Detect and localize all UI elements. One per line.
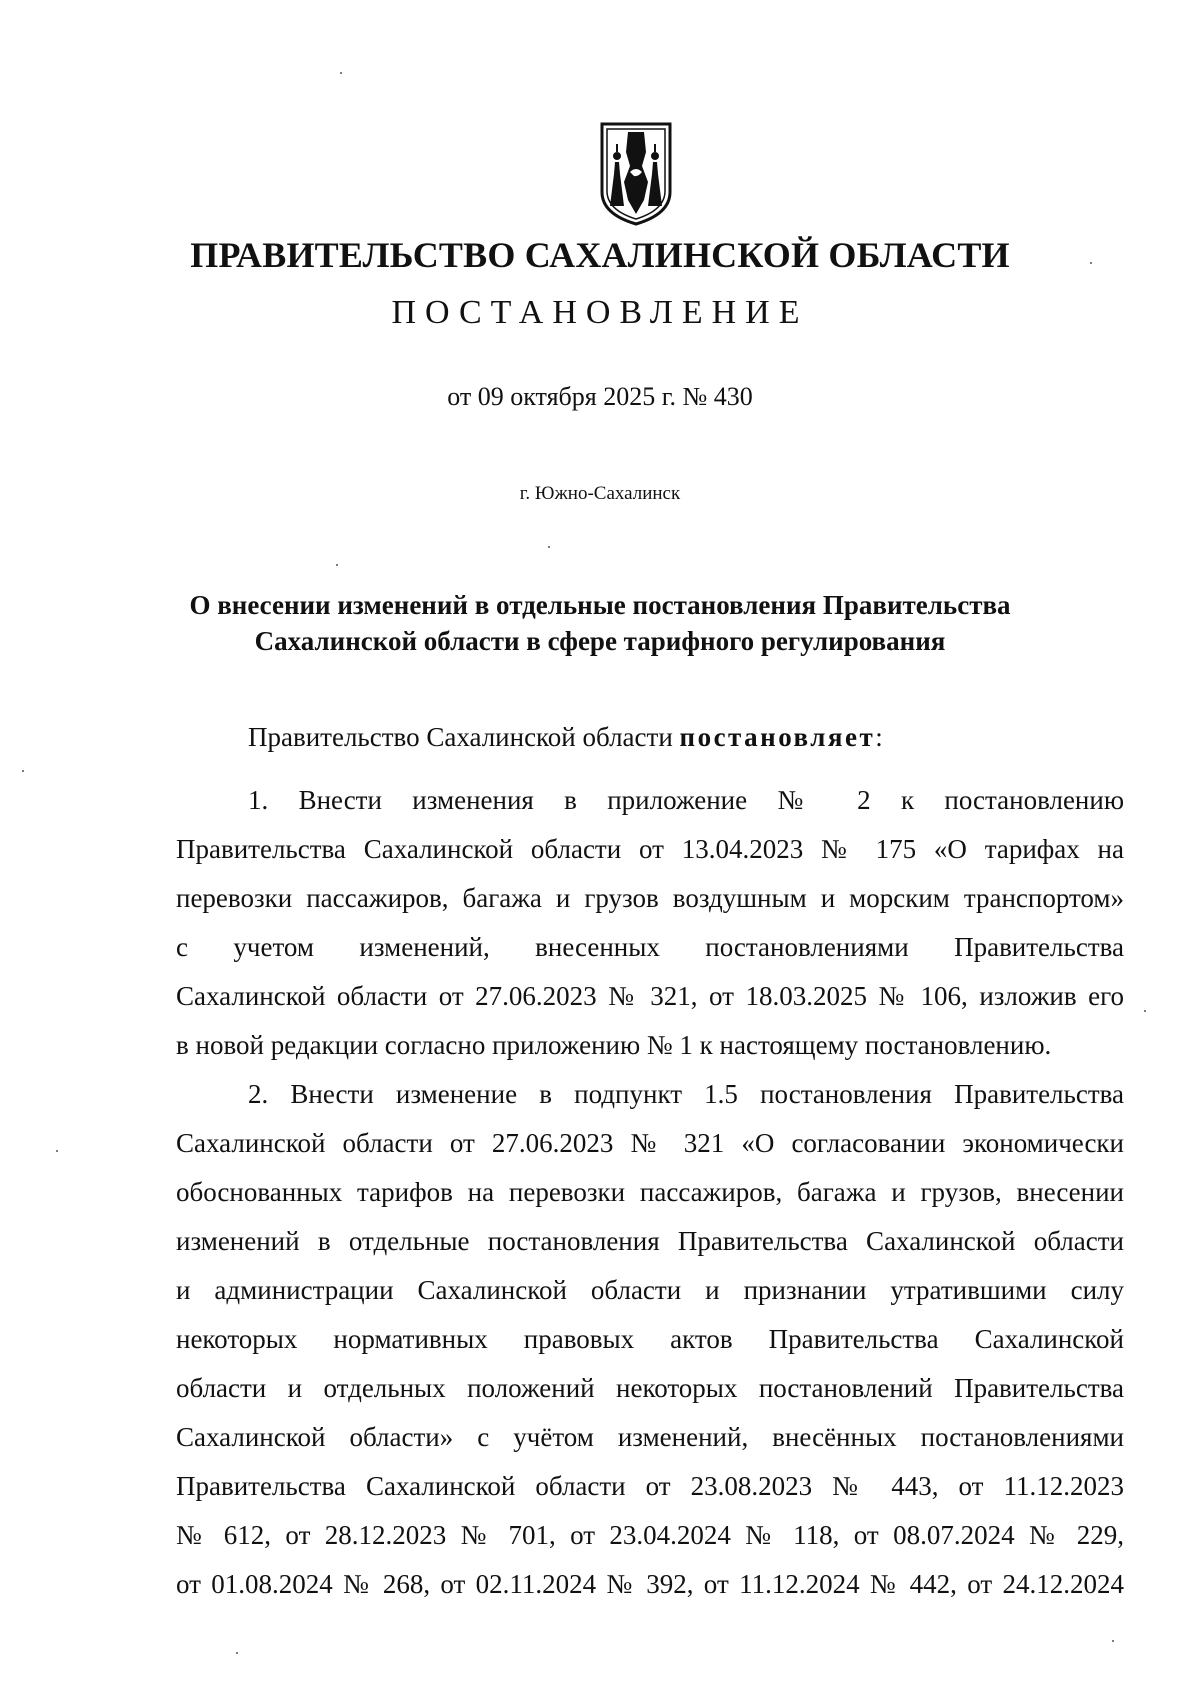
paragraph-line: и администрации Сахалинской области и признании утратившими силу bbox=[176, 1275, 1124, 1305]
scan-speck bbox=[1112, 1640, 1114, 1642]
document-date-number: от 09 октября 2025 г. № 430 bbox=[447, 382, 753, 411]
paragraph-line: некоторых нормативных правовых актов Правительства Сахалинской bbox=[176, 1324, 1124, 1354]
coat-of-arms-icon bbox=[598, 122, 674, 226]
subject-line: Сахалинской области в сфере тарифного регулирования bbox=[254, 626, 946, 656]
scan-speck bbox=[336, 564, 338, 566]
scan-speck bbox=[22, 770, 24, 772]
paragraph-line: Сахалинской области от 27.06.2023 № 321, от 18.03.2025 № 106, изложив его bbox=[176, 981, 1124, 1011]
paragraph-line: Правительства Сахалинской области от 13.04.2023 № 175 «О тарифах на bbox=[176, 834, 1124, 864]
scan-speck bbox=[56, 1150, 58, 1152]
paragraph-2 bbox=[176, 1070, 1124, 1609]
preamble bbox=[248, 722, 883, 753]
scan-speck bbox=[1144, 1010, 1146, 1012]
document-city: г. Южно-Сахалинск bbox=[519, 483, 681, 504]
preamble-text: Правительство Сахалинской области bbox=[248, 722, 680, 752]
paragraph-line: обоснованных тарифов на перевозки пассажиров, багажа и грузов, внесении bbox=[176, 1177, 1124, 1207]
document-body bbox=[176, 776, 1124, 1609]
paragraph-line: Сахалинской области» с учётом изменений, внесённых постановлениями bbox=[176, 1422, 1124, 1452]
scan-speck bbox=[1090, 262, 1092, 264]
paragraph-line: перевозки пассажиров, багажа и грузов воздушным и морским транспортом» bbox=[176, 883, 1124, 913]
paragraph-line: в новой редакции согласно приложению № 1 к настоящему постановлению. bbox=[176, 1030, 1052, 1060]
paragraph-line: 1. Внести изменения в приложение № 2 к постановлению bbox=[248, 785, 1124, 815]
preamble-colon: : bbox=[875, 722, 883, 752]
scan-speck bbox=[548, 546, 550, 548]
paragraph-1 bbox=[176, 776, 1124, 1070]
paragraph-line: Сахалинской области от 27.06.2023 № 321 «О согласовании экономически bbox=[176, 1128, 1124, 1158]
decree-word: постановляет bbox=[679, 722, 876, 752]
paragraph-line: от 01.08.2024 № 268, от 02.11.2024 № 392, от 11.12.2024 № 442, от 24.12.2024 bbox=[176, 1569, 1124, 1599]
organization-title: ПРАВИТЕЛЬСТВО САХАЛИНСКОЙ ОБЛАСТИ bbox=[190, 235, 1010, 275]
paragraph-line: изменений в отдельные постановления Правительства Сахалинской области bbox=[176, 1226, 1124, 1256]
document-subject bbox=[100, 587, 1100, 659]
paragraph-line: Правительства Сахалинской области от 23.08.2023 № 443, от 11.12.2023 bbox=[176, 1471, 1124, 1501]
document-type: ПОСТАНОВЛЕНИЕ bbox=[391, 294, 809, 331]
scan-speck bbox=[236, 1652, 238, 1654]
paragraph-line: 2. Внести изменение в подпункт 1.5 постановления Правительства bbox=[248, 1079, 1124, 1109]
scan-speck bbox=[340, 72, 342, 74]
paragraph-line: с учетом изменений, внесенных постановлениями Правительства bbox=[176, 932, 1124, 962]
paragraph-line: № 612, от 28.12.2023 № 701, от 23.04.2024 № 118, от 08.07.2024 № 229, bbox=[176, 1520, 1124, 1550]
paragraph-line: области и отдельных положений некоторых постановлений Правительства bbox=[176, 1373, 1124, 1403]
subject-line: О внесении изменений в отдельные постановления Правительства bbox=[189, 590, 1011, 620]
